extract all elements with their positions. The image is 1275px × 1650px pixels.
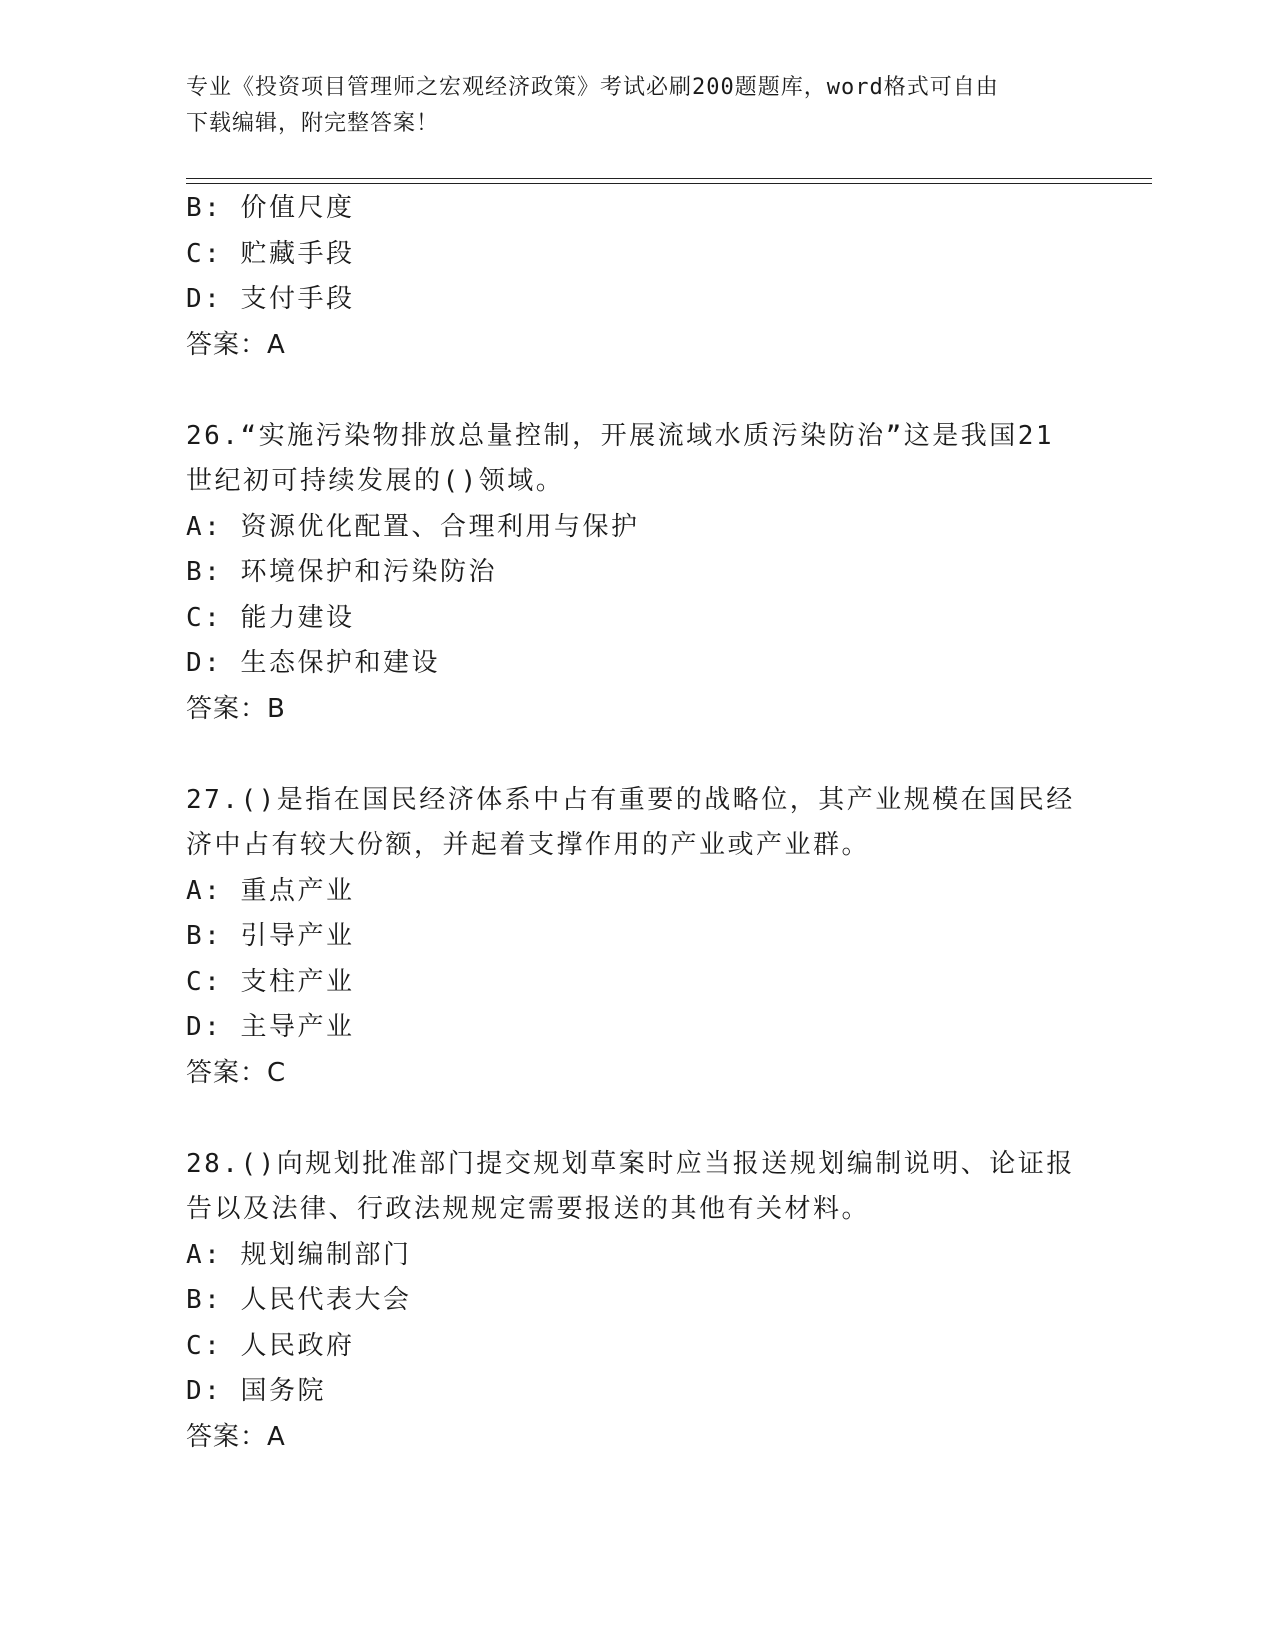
spacer (186, 1096, 1086, 1142)
question-stem: 告以及法律、行政法规规定需要报送的其他有关材料。 (186, 1194, 871, 1224)
header-divider-top (186, 178, 1152, 179)
option-c: C: 支柱产业 (186, 966, 355, 997)
option-d: D: 国务院 (186, 1376, 326, 1406)
answer: 答案：A (186, 329, 286, 360)
option-c: C: 能力建设 (186, 602, 355, 633)
option-d: D: 生态保护和建设 (186, 648, 440, 678)
question-list (186, 186, 1086, 1460)
question-stem: 26.“实施污染物排放总量控制，开展流域水质污染防治”这是我国21 (186, 420, 1055, 451)
header-divider-bottom (186, 183, 1152, 184)
question-stem: 济中占有较大份额，并起着支撑作用的产业或产业群。 (186, 830, 871, 860)
question-28 (186, 1142, 1086, 1461)
question-stem: 28.()向规划批准部门提交规划草案时应当报送规划编制说明、论证报 (186, 1148, 1075, 1179)
question-stem: 世纪初可持续发展的()领域。 (186, 466, 565, 496)
spacer (186, 732, 1086, 778)
option-a: A: 资源优化配置、合理利用与保护 (186, 511, 640, 542)
question-27 (186, 778, 1086, 1097)
page-header (186, 70, 1066, 142)
option-b: B: 引导产业 (186, 921, 355, 951)
option-b: B: 环境保护和污染防治 (186, 557, 497, 587)
option-a: A: 规划编制部门 (186, 1239, 412, 1270)
option-d: D: 支付手段 (186, 284, 355, 314)
option-b: B: 价值尺度 (186, 193, 355, 223)
option-a: A: 重点产业 (186, 875, 355, 906)
option-d: D: 主导产业 (186, 1012, 355, 1042)
header-line-2: 下载编辑，附完整答案！ (186, 111, 440, 136)
question-25-continued (186, 186, 1086, 368)
option-c: C: 人民政府 (186, 1330, 355, 1361)
header-line-1: 专业《投资项目管理师之宏观经济政策》考试必刷200题题库，word格式可自由 (186, 75, 999, 100)
option-c: C: 贮藏手段 (186, 238, 355, 269)
spacer (186, 368, 1086, 414)
answer: 答案：A (186, 1421, 286, 1452)
answer: 答案：B (186, 693, 286, 724)
answer: 答案：C (186, 1057, 287, 1088)
option-b: B: 人民代表大会 (186, 1285, 412, 1315)
question-26 (186, 414, 1086, 733)
question-stem: 27.()是指在国民经济体系中占有重要的战略位，其产业规模在国民经 (186, 784, 1075, 815)
